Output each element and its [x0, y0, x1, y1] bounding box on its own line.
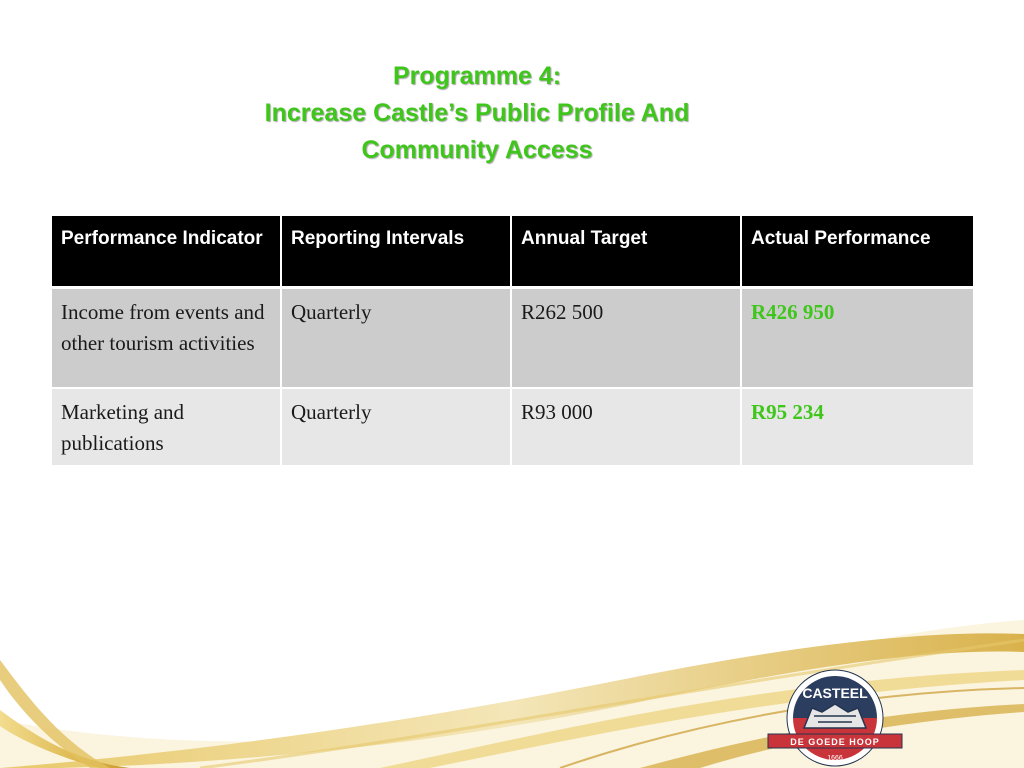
header-annual-target: Annual Target: [512, 216, 742, 289]
header-actual-performance: Actual Performance: [742, 216, 973, 289]
title-line-1: Programme 4:: [392, 62, 562, 90]
cell-actual: R426 950: [742, 289, 973, 389]
cell-interval: Quarterly: [282, 289, 512, 389]
table-row: [52, 389, 973, 467]
slide-title: [0, 58, 954, 169]
title-line-2: Increase Castle’s Public Profile And: [264, 99, 690, 127]
header-performance-indicator: Performance Indicator: [52, 216, 282, 289]
cell-actual: R95 234: [742, 389, 973, 467]
header-reporting-intervals: Reporting Intervals: [282, 216, 512, 289]
performance-table: [52, 216, 973, 467]
cell-interval: Quarterly: [282, 389, 512, 467]
logo-top-text: CASTEEL: [802, 685, 868, 701]
table-header-row: [52, 216, 973, 289]
cell-indicator: Marketing and publications: [52, 389, 282, 467]
castle-of-good-hope-logo: [762, 668, 908, 768]
table-row: [52, 289, 973, 389]
cell-target: R262 500: [512, 289, 742, 389]
cell-target: R93 000: [512, 389, 742, 467]
cell-indicator: Income from events and other tourism activities: [52, 289, 282, 389]
logo-year: 1666: [827, 755, 843, 762]
title-line-3: Community Access: [361, 136, 593, 164]
logo-banner-text: DE GOEDE HOOP: [790, 737, 880, 747]
